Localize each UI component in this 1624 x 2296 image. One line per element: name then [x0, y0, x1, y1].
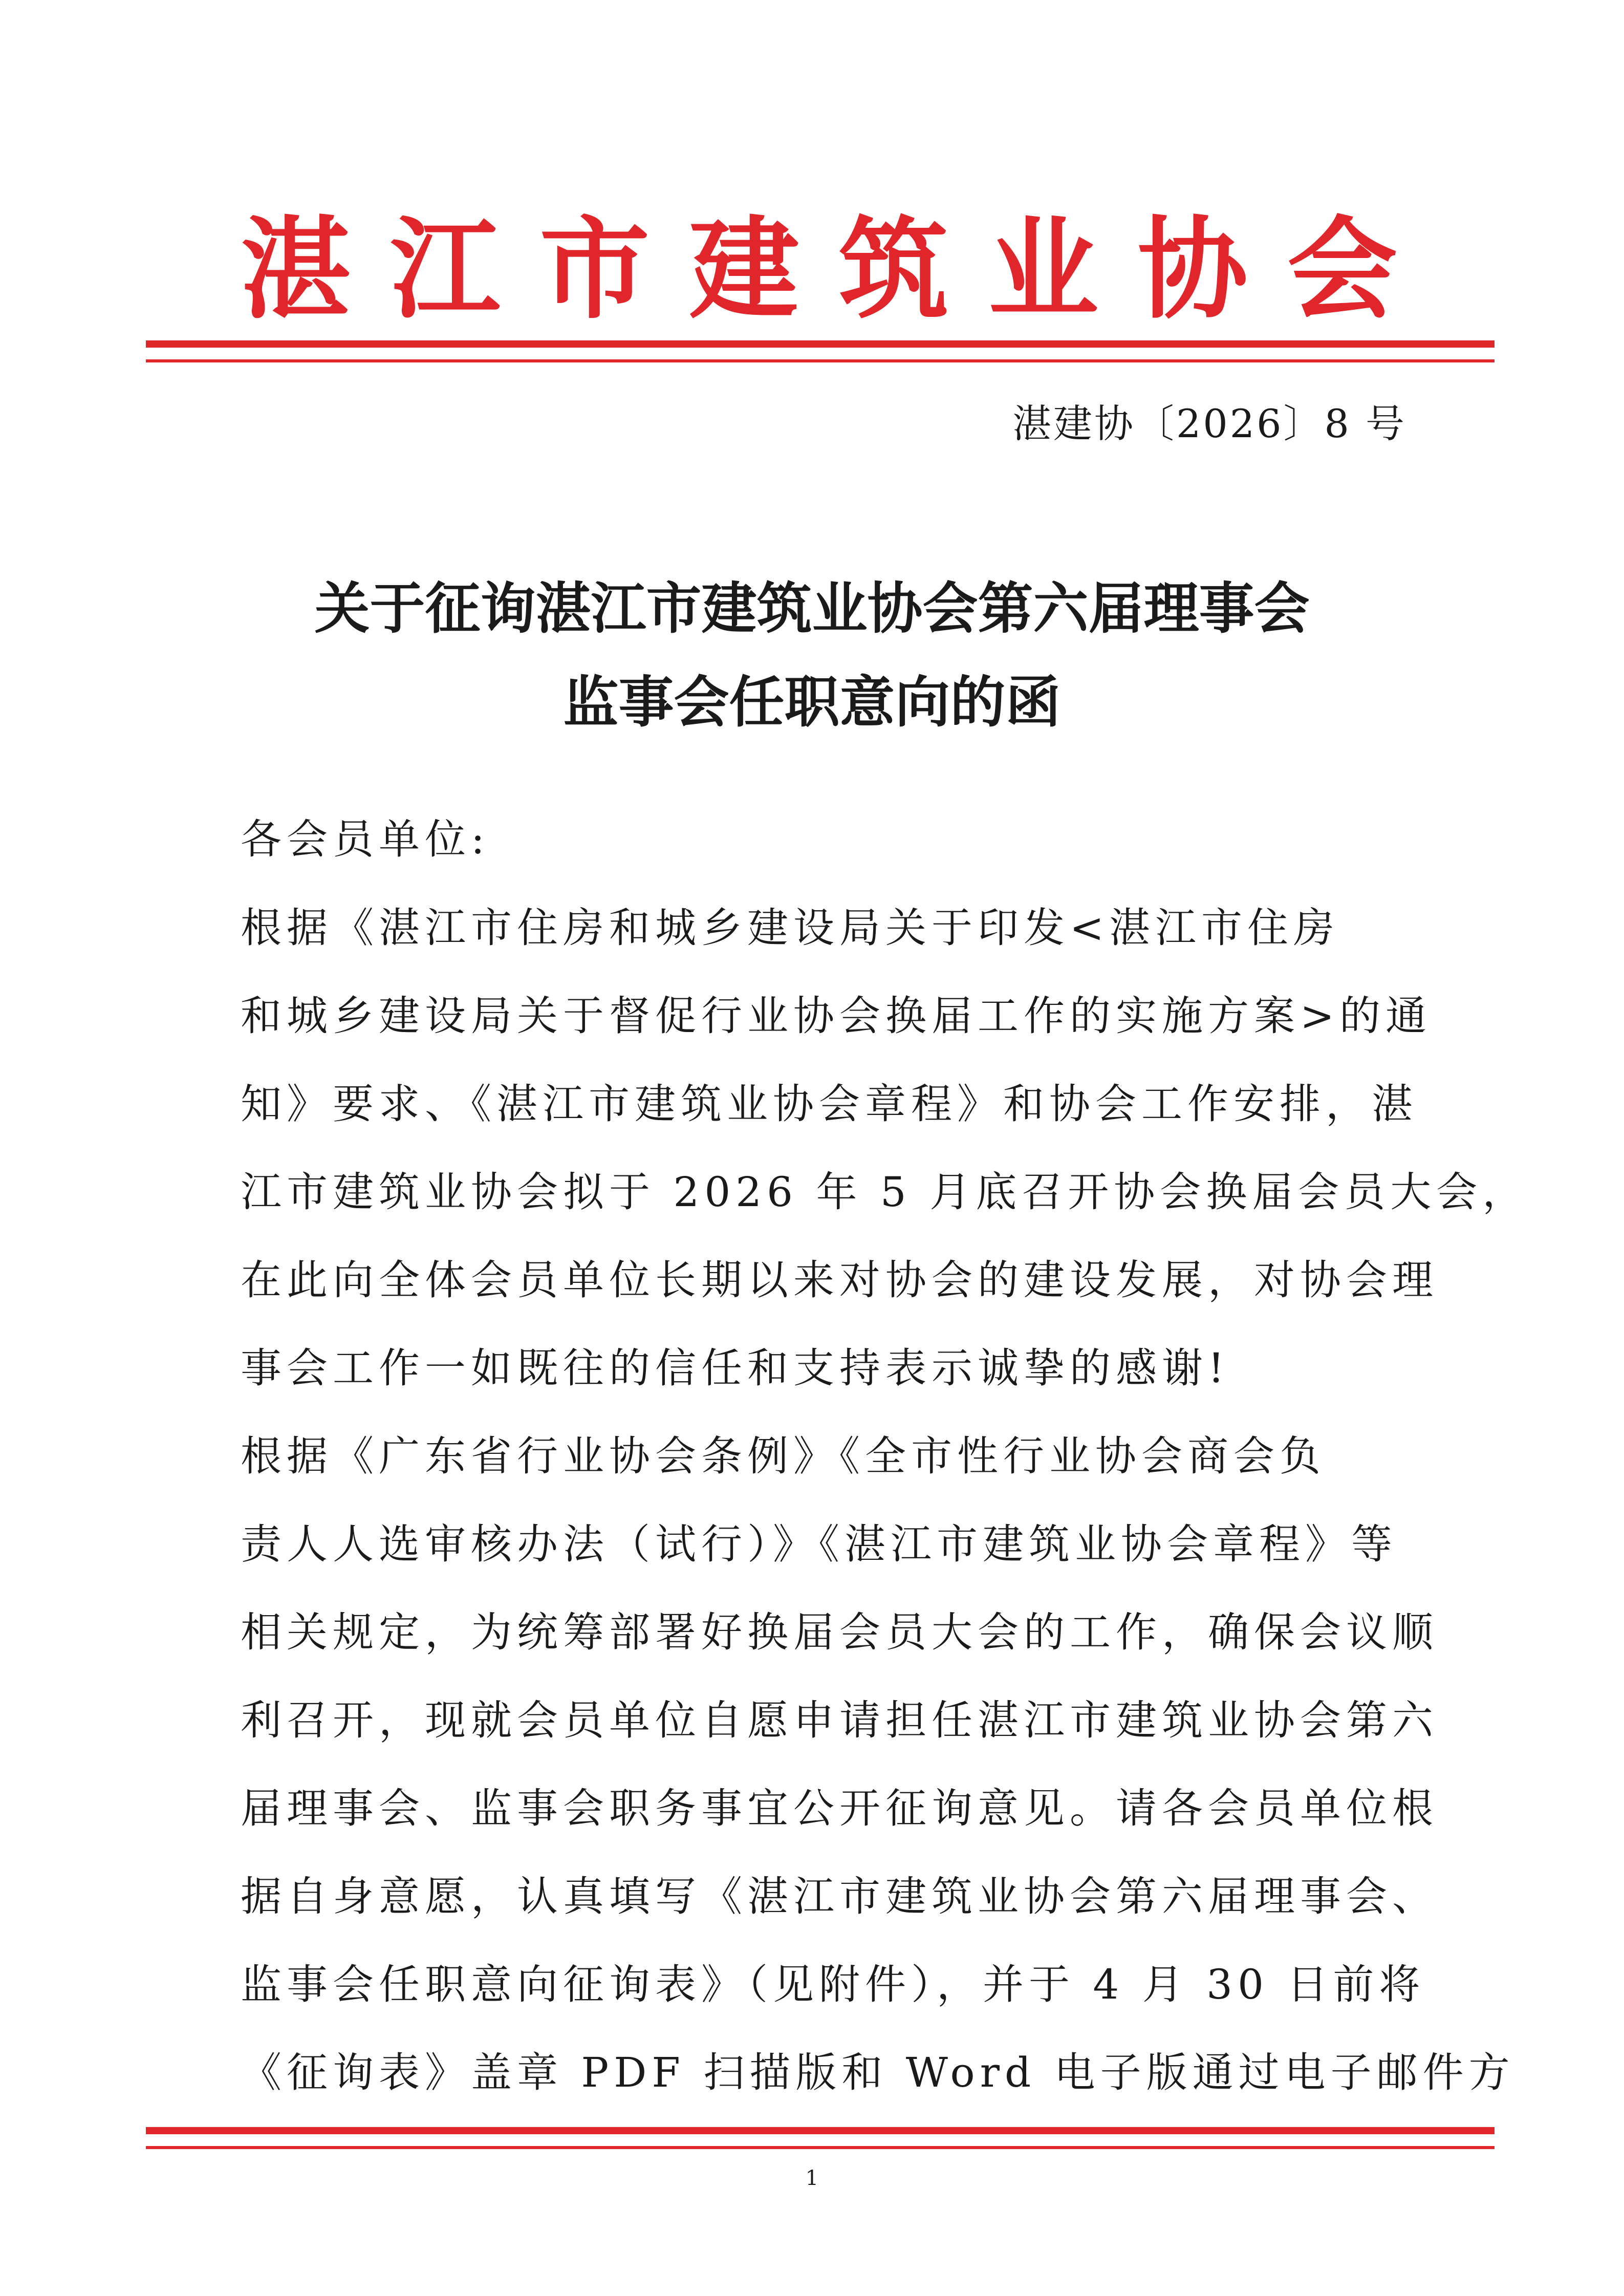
letterhead-divider-thin: [146, 359, 1495, 362]
document-title-line-1: 关于征询湛江市建筑业协会第六届理事会: [314, 576, 1310, 641]
letterhead-char: 市: [539, 204, 650, 334]
paragraph-line: 事会工作一如既往的信任和支持表示诚挚的感谢!: [241, 1344, 1230, 1392]
paragraph-line: 江市建筑业协会拟于 2026 年 5 月底召开协会换届会员大会，: [241, 1168, 1529, 1216]
page-number: 1: [805, 2166, 819, 2190]
letterhead-char: 建: [689, 204, 799, 334]
paragraph-line: 监事会任职意向征询表》（见附件），并于 4 月 30 日前将: [241, 1961, 1425, 2008]
salutation: 各会员单位:: [241, 816, 490, 863]
paragraph-line: 届理事会、监事会职务事宜公开征询意见。请各会员单位根: [241, 1785, 1438, 1832]
paragraph-line: 责人人选审核办法（试行）》《湛江市建筑业协会章程》等: [241, 1520, 1397, 1568]
paragraph-line: 知》要求、《湛江市建筑业协会章程》和协会工作安排，湛: [241, 1080, 1418, 1128]
document-number: 湛建协〔2026〕8 号: [1012, 401, 1406, 446]
paragraph-line: 《征询表》盖章 PDF 扫描版和 Word 电子版通过电子邮件方: [241, 2049, 1515, 2096]
paragraph-line: 在此向全体会员单位长期以来对协会的建设发展，对协会理: [241, 1256, 1438, 1304]
letterhead-char: 协: [1137, 204, 1248, 334]
letterhead-char: 湛: [241, 204, 351, 334]
letterhead-char: 筑: [838, 204, 949, 334]
paragraph-line: 和城乡建设局关于督促行业协会换届工作的实施方案>的通: [241, 992, 1432, 1040]
paragraph-line: 利召开，现就会员单位自愿申请担任湛江市建筑业协会第六: [241, 1697, 1438, 1744]
letterhead-char: 江: [390, 204, 501, 334]
paragraph-line: 相关规定，为统筹部署好换届会员大会的工作，确保会议顺: [241, 1608, 1438, 1656]
letterhead-char: 会: [1287, 204, 1397, 334]
letterhead-char: 业: [988, 204, 1098, 334]
footer-divider-thick: [146, 2127, 1495, 2134]
paragraph-line: 据自身意愿，认真填写《湛江市建筑业协会第六届理事会、: [241, 1873, 1438, 1920]
letterhead-divider-thick: [146, 340, 1495, 348]
letterhead-organization-name: [241, 202, 1397, 335]
document-title-line-2: 监事会任职意向的函: [563, 670, 1061, 735]
footer-divider-thin: [146, 2146, 1495, 2149]
paragraph-line: 根据《湛江市住房和城乡建设局关于印发<湛江市住房: [241, 904, 1340, 952]
paragraph-line: 根据《广东省行业协会条例》《全市性行业协会商会负: [241, 1432, 1326, 1480]
